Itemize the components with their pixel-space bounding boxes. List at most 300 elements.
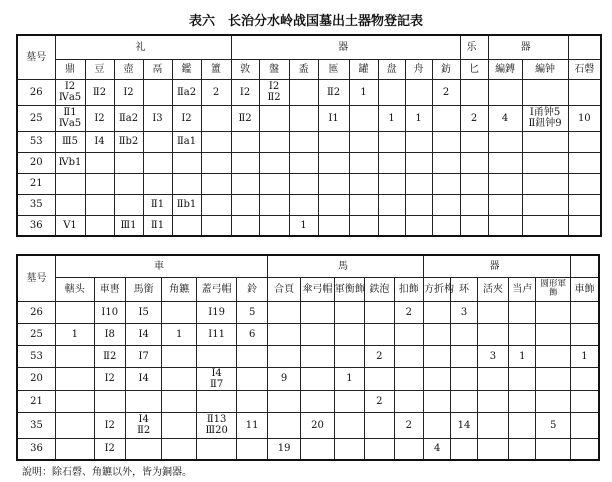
cell-line: Ⅱ2: [103, 350, 117, 362]
table-title: 表六 长治分水岭战国墓出土器物登記表: [188, 14, 423, 29]
table-cell: [405, 79, 432, 105]
column-header: 活夾: [477, 277, 508, 301]
table-cell: [231, 131, 259, 152]
table-cell: [536, 412, 571, 438]
column-header: 馬銜: [125, 277, 161, 301]
cell-line: Ⅰ5: [138, 306, 149, 318]
table-cell: [536, 345, 571, 367]
table-cell: [394, 367, 423, 390]
table-cell: [394, 301, 423, 323]
table-cell: [451, 301, 477, 323]
group-header: 乐: [460, 35, 488, 59]
cell-line: Ⅰ2: [64, 81, 76, 92]
column-header: 鉄泡: [365, 277, 394, 301]
table-cell: [460, 105, 488, 131]
table-cell: [349, 173, 378, 194]
group-header: 器: [424, 255, 571, 277]
table-cell: [318, 173, 349, 194]
table-cell: [432, 194, 460, 215]
table-cell: [318, 79, 349, 105]
cell-line: Ⅲ5: [61, 136, 78, 147]
table-cell: [334, 345, 364, 367]
table-cell: [196, 301, 237, 323]
table-row: [17, 131, 601, 152]
table-cell: [301, 301, 334, 323]
table-cell: [432, 79, 460, 105]
table-cell: [378, 194, 405, 215]
table-cell: [85, 131, 114, 152]
table-cell: [460, 215, 488, 236]
table-cell: [94, 345, 125, 367]
cell-line: 2: [405, 306, 412, 318]
table-cell: [259, 215, 289, 236]
table-cell: [56, 367, 95, 390]
table-cell: [477, 390, 508, 412]
table-cell: [301, 438, 334, 460]
cell-line: Ⅳa5: [58, 118, 82, 129]
table-cell: [488, 79, 522, 105]
table-cell: [451, 345, 477, 367]
table-cell: [570, 390, 599, 412]
table-cell: [259, 194, 289, 215]
table-cell: [114, 131, 143, 152]
table-cell: [162, 390, 196, 412]
table-cell: [94, 390, 125, 412]
cell-line: 1: [415, 112, 422, 124]
table-row: [17, 412, 599, 438]
cell-line: 1: [581, 350, 588, 362]
table-cell: [365, 367, 394, 390]
table-cell: [56, 438, 95, 460]
column-header: 角鑣: [162, 277, 196, 301]
table-cell: [488, 215, 522, 236]
table-cell: [522, 173, 568, 194]
table-cell: [267, 412, 300, 438]
cell-line: 1: [175, 328, 183, 340]
table-row: [17, 367, 599, 390]
table-cell: [405, 105, 432, 131]
table-cell: [349, 152, 378, 173]
table-cell: [55, 152, 85, 173]
table-row: [17, 323, 599, 345]
tomb-header: 墓号: [17, 255, 56, 301]
cell-line: Ⅱ2: [92, 86, 107, 98]
table-cell: [477, 301, 508, 323]
cell-line: 1: [360, 86, 367, 98]
table-cell: [509, 345, 536, 367]
cell-line: 19: [277, 443, 291, 455]
table-cell: [488, 194, 522, 215]
tomb-number: 26: [17, 301, 56, 323]
table-cell: [231, 215, 259, 236]
table-cell: [196, 390, 237, 412]
table-cell: [509, 412, 536, 438]
table-row: [17, 301, 599, 323]
table-cell: [509, 390, 536, 412]
cell-line: 1: [71, 328, 78, 340]
table-cell: [509, 301, 536, 323]
table-cell: [378, 105, 405, 131]
table-cell: [432, 152, 460, 173]
table-cell: [405, 173, 432, 194]
table-cell: [378, 79, 405, 105]
cell-line: Ⅰ8: [104, 328, 115, 340]
table-cell: [85, 79, 114, 105]
column-header: 簠: [201, 59, 231, 79]
table-cell: [259, 173, 289, 194]
table-cell: [365, 390, 394, 412]
cell-line: 2: [470, 112, 478, 124]
cell-line: Ⅰ7: [138, 350, 149, 362]
table-cell: [201, 194, 231, 215]
table-cell: [488, 152, 522, 173]
column-header: 舟: [405, 59, 432, 79]
table-cell: [94, 301, 125, 323]
cell-line: 1: [519, 350, 526, 362]
table-cell: [394, 438, 423, 460]
cell-line: Ⅱb2: [118, 136, 139, 147]
table-cell: [568, 131, 601, 152]
table-cell: [365, 438, 394, 460]
table-cell: [114, 173, 143, 194]
table-cell: [570, 412, 599, 438]
table-row: [17, 194, 601, 215]
tomb-header: 墓号: [17, 35, 55, 79]
table-cell: [568, 79, 601, 105]
cell-line: 14: [457, 419, 471, 431]
table-cell: [55, 173, 85, 194]
table-cell: [460, 194, 488, 215]
table-cell: [237, 412, 267, 438]
table-cell: [162, 323, 196, 345]
table-cell: [570, 301, 599, 323]
table-cell: [349, 105, 378, 131]
table-cell: [162, 367, 196, 390]
table-cell: [522, 105, 568, 131]
table-cell: [349, 215, 378, 236]
table-cell: [259, 105, 289, 131]
table-cell: [94, 438, 125, 460]
table-cell: [349, 131, 378, 152]
table-cell: [237, 438, 267, 460]
table-row: [17, 173, 601, 194]
table-cell: [56, 301, 95, 323]
column-header: 圆形軍飾: [536, 277, 571, 301]
table-row: [17, 105, 601, 131]
column-header: 鼎: [55, 59, 85, 79]
table-cell: [318, 215, 349, 236]
table-cell: [56, 345, 95, 367]
tomb-number: 35: [17, 412, 56, 438]
cell-line: Ⅰ4: [211, 367, 222, 379]
tomb-number: 53: [17, 131, 55, 152]
table-cell: [301, 367, 334, 390]
cell-line: Ⅱ1: [150, 199, 165, 210]
table-cell: [477, 412, 508, 438]
table-cell: [55, 194, 85, 215]
table-cell: [301, 323, 334, 345]
table-cell: [162, 412, 196, 438]
table-cell: [55, 215, 85, 236]
cell-line: Ⅰ1: [328, 112, 339, 124]
cell-line: Ⅱ2: [326, 86, 341, 98]
group-header: 馬: [267, 255, 423, 277]
table-cell: [570, 323, 599, 345]
table-cell: [334, 438, 364, 460]
table-cell: [365, 323, 394, 345]
table-cell: [451, 323, 477, 345]
table-cell: [460, 173, 488, 194]
table-cell: [125, 345, 161, 367]
cell-line: Ⅲ20: [205, 425, 228, 436]
table-cell: [394, 345, 423, 367]
table-cell: [196, 438, 237, 460]
table-cell: [405, 215, 432, 236]
column-header: 編鎛: [488, 59, 522, 79]
tomb-number: 20: [17, 367, 56, 390]
cell-line: 2: [442, 86, 450, 98]
table-cell: [568, 215, 601, 236]
table-cell: [231, 79, 259, 105]
table-row: [17, 345, 599, 367]
cell-line: Ⅰ2: [268, 81, 280, 92]
group-header: 礼: [55, 35, 231, 59]
table-cell: [125, 390, 161, 412]
cell-line: Ⅱ2: [238, 112, 252, 124]
table-cell: [394, 412, 423, 438]
table-cell: [85, 173, 114, 194]
table-cell: [509, 367, 536, 390]
table-cell: [143, 105, 172, 131]
column-header: 盉: [289, 59, 318, 79]
table-cell: [488, 131, 522, 152]
column-header: 盤: [259, 59, 289, 79]
column-header: 合頁: [267, 277, 300, 301]
column-header: 盘: [378, 59, 405, 79]
column-header: 編钟: [522, 59, 568, 79]
cell-line: Ⅱ2: [137, 425, 151, 436]
table-cell: [289, 215, 318, 236]
table-cell: [125, 412, 161, 438]
table-cell: [172, 105, 201, 131]
table-cell: [378, 152, 405, 173]
table-cell: [568, 194, 601, 215]
tomb-number: 35: [17, 194, 55, 215]
cell-line: Ⅱ2: [267, 92, 281, 103]
table-cell: [318, 152, 349, 173]
table-cell: [432, 131, 460, 152]
column-header: 轄头: [56, 277, 95, 301]
table-cell: [424, 390, 451, 412]
table-cell: [56, 412, 95, 438]
cell-line: Ⅴ1: [63, 219, 77, 231]
table-cell: [201, 173, 231, 194]
table-cell: [114, 215, 143, 236]
table-cell: [451, 367, 477, 390]
table-cell: [201, 105, 231, 131]
table-cell: [424, 345, 451, 367]
table-cell: [477, 345, 508, 367]
cell-line: Ⅰ2: [104, 443, 115, 455]
table-cell: [568, 105, 601, 131]
cell-line: 1: [388, 112, 395, 124]
table-cell: [172, 173, 201, 194]
table-cell: [94, 323, 125, 345]
table-cell: [114, 105, 143, 131]
table-cell: [172, 79, 201, 105]
column-header: 軍衡飾: [334, 277, 364, 301]
table-cell: [318, 105, 349, 131]
table-cell: [477, 367, 508, 390]
table-cell: [334, 301, 364, 323]
table-cell: [125, 323, 161, 345]
table-cell: [114, 194, 143, 215]
table-cell: [55, 79, 85, 105]
cell-line: 4: [501, 112, 509, 124]
column-header: 匕: [460, 59, 488, 79]
cell-line: 3: [460, 306, 468, 318]
cell-line: 11: [245, 419, 259, 431]
table-cell: [432, 105, 460, 131]
column-header: 方折构: [424, 277, 451, 301]
column-header: 蓋弓帽: [196, 277, 237, 301]
cell-line: Ⅲ1: [120, 219, 137, 231]
table-cell: [56, 390, 95, 412]
table-cell: [196, 367, 237, 390]
table-cell: [196, 345, 237, 367]
table-cell: [237, 367, 267, 390]
table-cell: [94, 367, 125, 390]
table-cell: [536, 367, 571, 390]
table-cell: [509, 438, 536, 460]
table-cell: [301, 345, 334, 367]
cell-line: Ⅰ19: [208, 306, 225, 318]
tomb-number: 20: [17, 152, 55, 173]
tomb-number: 25: [17, 105, 55, 131]
table-cell: [143, 131, 172, 152]
table-cell: [162, 301, 196, 323]
table-cell: [172, 131, 201, 152]
table-cell: [289, 173, 318, 194]
cell-line: Ⅱa2: [176, 86, 197, 98]
cell-line: 20: [311, 419, 324, 431]
table-cell: [394, 390, 423, 412]
table-cell: [378, 131, 405, 152]
cell-line: Ⅰ2: [94, 112, 105, 124]
column-header: 車飾: [570, 277, 599, 301]
table-cell: [522, 131, 568, 152]
cell-line: Ⅱ鈕钟9: [528, 118, 562, 129]
column-header: 豆: [85, 59, 114, 79]
table-cell: [201, 79, 231, 105]
table-cell: [55, 131, 85, 152]
table-cell: [301, 390, 334, 412]
table-cell: [460, 131, 488, 152]
table-cell: [114, 152, 143, 173]
cell-line: 1: [300, 219, 307, 231]
table-cell: [334, 323, 364, 345]
table-cell: [289, 131, 318, 152]
table-cell: [424, 301, 451, 323]
table-row: [17, 215, 601, 236]
tomb-number: 21: [17, 173, 55, 194]
table-cell: [196, 412, 237, 438]
cell-line: Ⅱb1: [176, 199, 197, 210]
table-cell: [424, 438, 451, 460]
column-header: 鈁: [432, 59, 460, 79]
table-cell: [349, 194, 378, 215]
cell-line: Ⅰ4: [138, 328, 149, 340]
cell-line: Ⅰ2: [104, 373, 115, 384]
tomb-number: 36: [17, 215, 55, 236]
table-cell: [259, 152, 289, 173]
cell-line: Ⅱ1: [150, 219, 165, 231]
table-cell: [237, 390, 267, 412]
tomb-number: 25: [17, 323, 56, 345]
table-cell: [201, 215, 231, 236]
table-cell: [143, 79, 172, 105]
table-row: [17, 79, 601, 105]
table-cell: [289, 194, 318, 215]
cell-line: 5: [248, 306, 256, 318]
cell-line: Ⅳa5: [58, 92, 82, 103]
table-cell: [522, 194, 568, 215]
table-cell: [509, 323, 536, 345]
cell-line: Ⅰ11: [208, 328, 225, 340]
cell-line: Ⅰ2: [181, 112, 192, 124]
table-cell: [451, 390, 477, 412]
table-cell: [570, 367, 599, 390]
cell-line: Ⅳb1: [58, 157, 82, 168]
table-cell: [201, 152, 231, 173]
table-cell: [394, 323, 423, 345]
table-cell: [334, 367, 364, 390]
column-header: 鬲: [143, 59, 172, 79]
cell-line: 2: [212, 86, 220, 98]
table-cell: [301, 412, 334, 438]
table-cell: [405, 194, 432, 215]
cell-line: Ⅰ2: [104, 419, 115, 431]
cell-line: 6: [248, 328, 256, 340]
table-row: [17, 152, 601, 173]
cell-line: 3: [489, 350, 497, 362]
cell-line: 2: [376, 395, 383, 407]
table-cell: [231, 105, 259, 131]
table-cell: [162, 345, 196, 367]
cell-line: Ⅰ4: [138, 414, 149, 425]
column-header: 环: [451, 277, 477, 301]
table-cell: [318, 131, 349, 152]
table-cell: [334, 412, 364, 438]
table-cell: [378, 173, 405, 194]
table-cell: [349, 79, 378, 105]
table-cell: [424, 367, 451, 390]
table-cell: [143, 173, 172, 194]
table-cell: [201, 131, 231, 152]
table-cell: [289, 105, 318, 131]
column-header: 傘弓帽: [301, 277, 334, 301]
table-cell: [267, 367, 300, 390]
table-cell: [405, 152, 432, 173]
table-cell: [259, 131, 289, 152]
table-cell: [162, 438, 196, 460]
table-cell: [231, 152, 259, 173]
table-cell: [477, 438, 508, 460]
tomb-number: 36: [17, 438, 56, 460]
cell-line: 2: [405, 419, 412, 431]
table-cell: [85, 152, 114, 173]
column-header: 石磬: [568, 59, 601, 79]
